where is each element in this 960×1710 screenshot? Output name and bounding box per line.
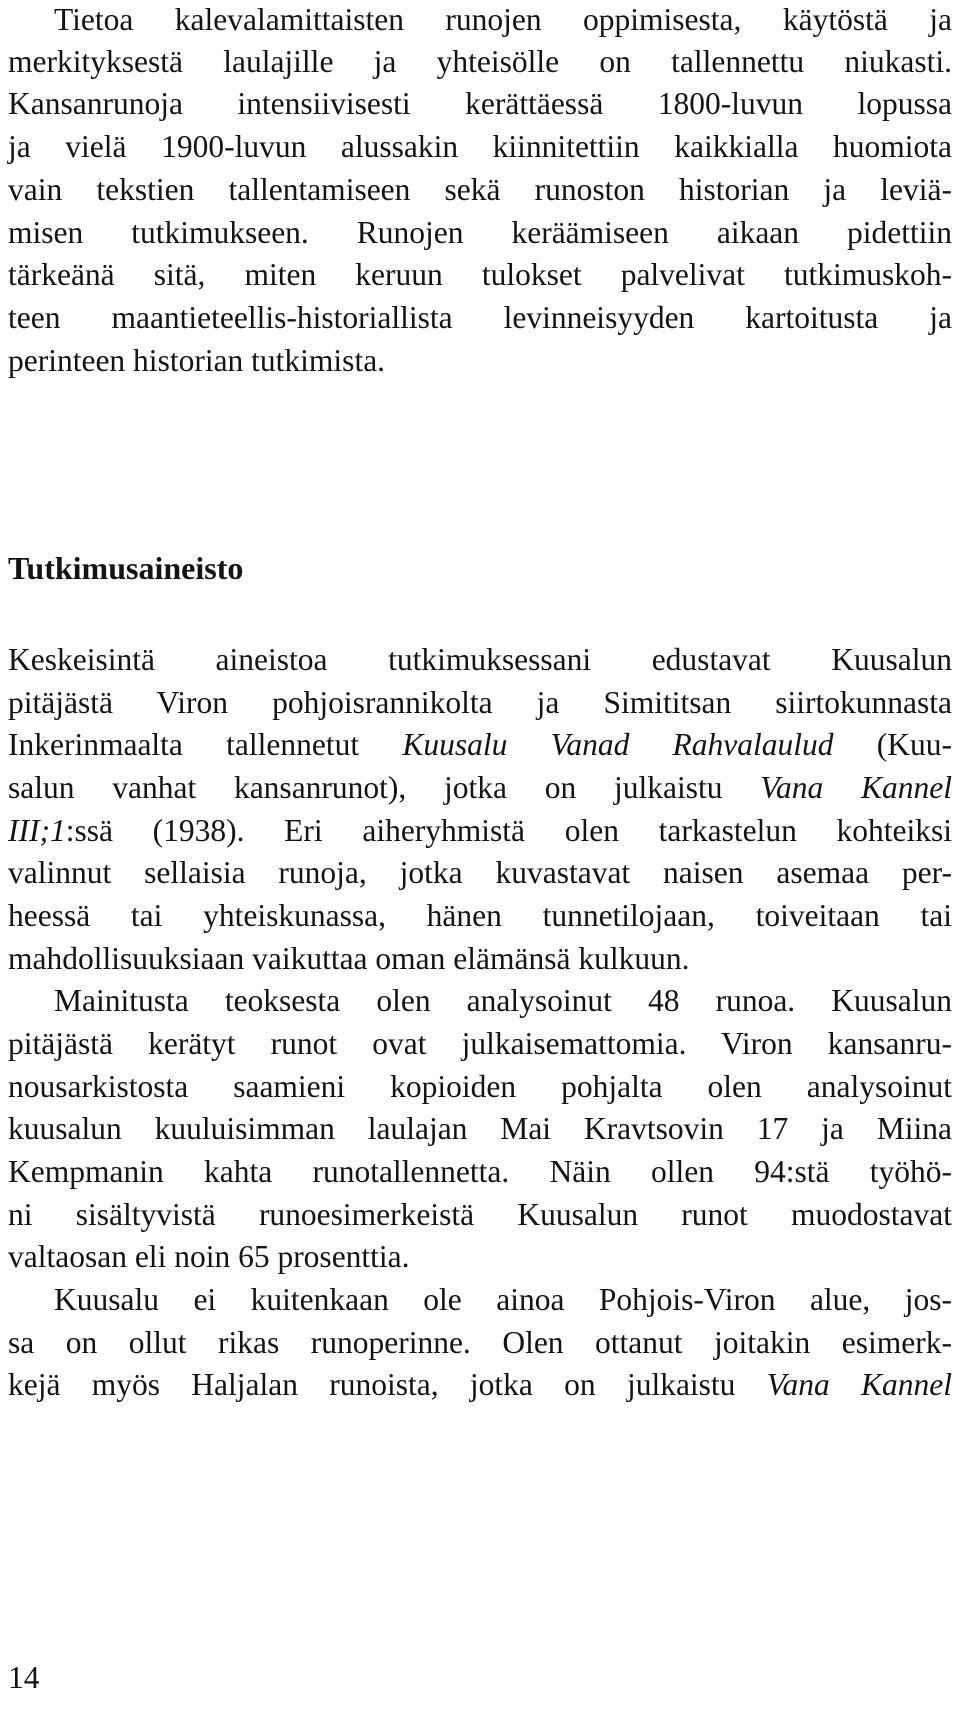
paragraph-line — [8, 768, 952, 808]
paragraph-line: perinteen historian tutkimista. — [8, 343, 386, 378]
paragraph-line: pitäjästä kerätyt runot ovat julkaisemattomia. Viron kansanru- — [8, 1026, 952, 1061]
paragraph-line: merkityksestä laulajille ja yhteisölle on tallennettu niukasti. — [8, 44, 952, 79]
page-number: 14 — [8, 1660, 40, 1695]
paragraph-line: tärkeänä sitä, miten keruun tulokset palvelivat tutkimuskoh- — [8, 257, 952, 292]
paragraph-line: sa on ollut rikas runoperinne. Olen ottanut joitakin esimerk- — [8, 1325, 952, 1360]
paragraph-line: teen maantieteellis-historiallista levinneisyyden kartoitusta ja — [8, 300, 952, 335]
paragraph-line: Keskeisintä aineistoa tutkimuksessani edustavat Kuusalun — [8, 642, 952, 677]
paragraph-line: kuusalun kuuluisimman laulajan Mai Kravtsovin 17 ja Miina — [8, 1111, 952, 1146]
paragraph-line: Kuusalu ei kuitenkaan ole ainoa Pohjois-Viron alue, jos- — [54, 1282, 952, 1317]
paragraph-line: Mainitusta teoksesta olen analysoinut 48 runoa. Kuusalun — [54, 983, 952, 1018]
paragraph-line: nousarkistosta saamieni kopioiden pohjalta olen analysoinut — [8, 1069, 952, 1104]
text-run: (Kuu- — [833, 727, 952, 762]
paragraph-line: mahdollisuuksiaan vaikuttaa oman elämänsä kulkuun. — [8, 941, 690, 976]
italic-title: Vana Kannel — [766, 1367, 952, 1402]
paragraph-line: Tietoa kalevalamittaisten runojen oppimisesta, käytöstä ja — [54, 2, 952, 37]
text-run: salun vanhat kansanrunot), jotka on julkaistu — [8, 770, 761, 805]
paragraph-line: valtaosan eli noin 65 prosenttia. — [8, 1239, 410, 1274]
paragraph-line — [8, 1365, 952, 1405]
paragraph-line: Kansanrunoja intensiivisesti kerättäessä 1800-luvun lopussa — [8, 86, 952, 121]
text-run: kejä myös Haljalan runoista, jotka on julkaistu — [8, 1367, 767, 1402]
paragraph-line — [8, 725, 952, 765]
text-run: Inkerinmaalta tallennetut — [8, 727, 403, 762]
paragraph-line: ni sisältyvistä runoesimerkeistä Kuusalun runot muodostavat — [8, 1197, 952, 1232]
paragraph-line: pitäjästä Viron pohjoisrannikolta ja Simititsan siirtokunnasta — [8, 685, 952, 720]
paragraph-line: vain tekstien tallentamiseen sekä runoston historian ja leviä- — [8, 172, 952, 207]
paragraph-line: heessä tai yhteiskunassa, hänen tunnetilojaan, toiveitaan tai — [8, 898, 952, 933]
italic-title: III;1 — [8, 813, 66, 848]
paragraph-line: ja vielä 1900-luvun alussakin kiinnitettiin kaikkialla huomiota — [8, 129, 952, 164]
italic-title: Vana Kannel — [760, 770, 953, 805]
italic-title: Kuusalu Vanad Rahvalaulud — [402, 727, 834, 762]
section-heading: Tutkimusaineisto — [8, 550, 244, 586]
text-run: :ssä (1938). Eri aiheryhmistä olen tarkastelun kohteiksi — [65, 813, 952, 848]
paragraph-line — [8, 811, 952, 851]
paragraph-line: Kempmanin kahta runotallennetta. Näin ollen 94:stä työhö- — [8, 1154, 952, 1189]
paragraph-line: misen tutkimukseen. Runojen keräämiseen aikaan pidettiin — [8, 215, 952, 250]
paragraph-line: valinnut sellaisia runoja, jotka kuvastavat naisen asemaa per- — [8, 855, 952, 890]
